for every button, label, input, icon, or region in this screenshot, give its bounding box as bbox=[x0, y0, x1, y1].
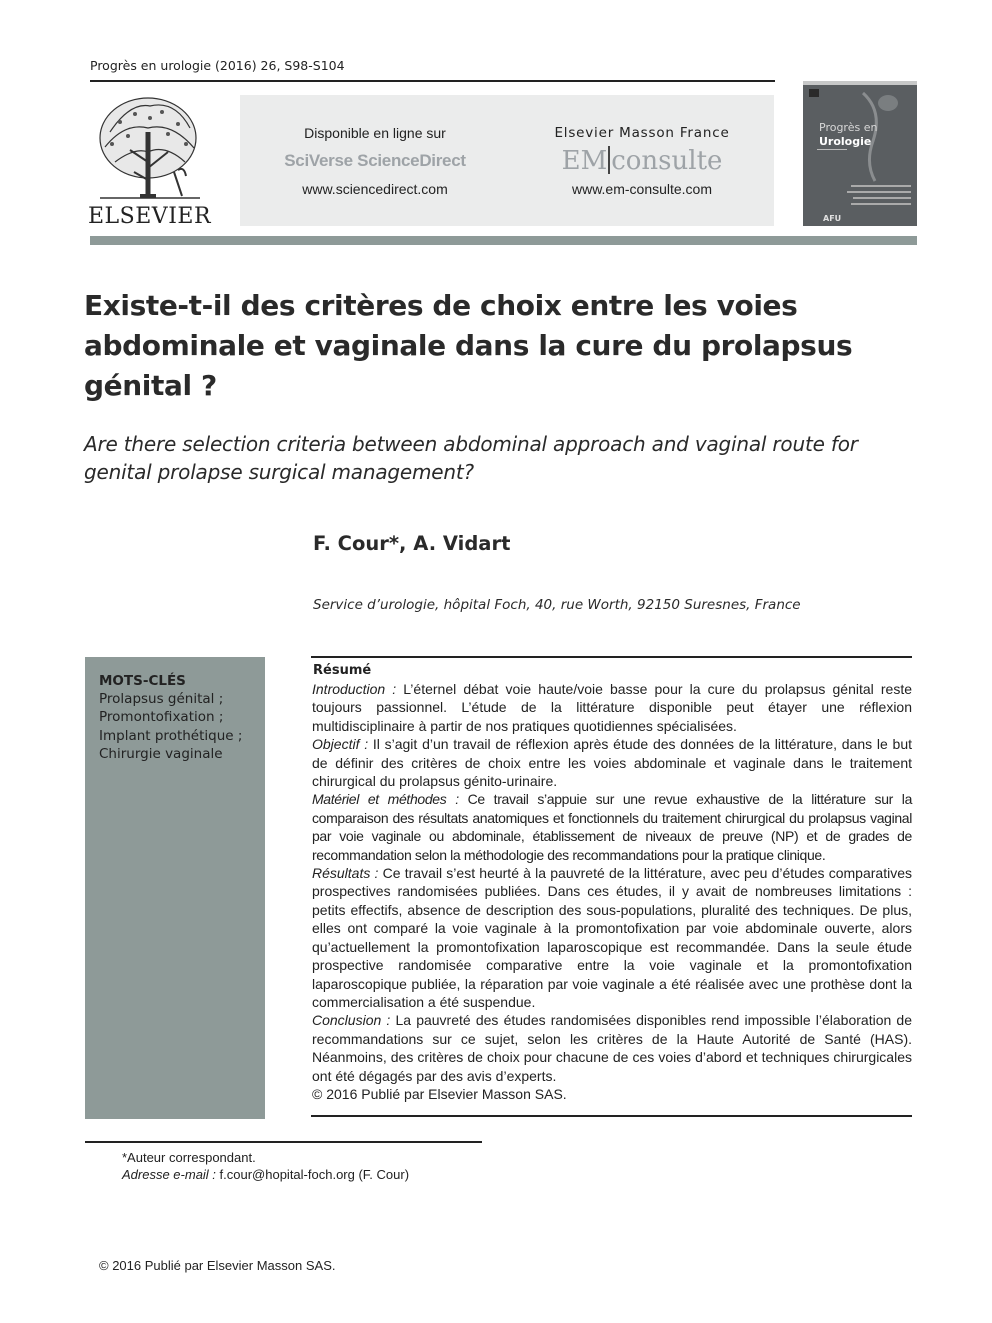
publisher-name: Elsevier Masson France bbox=[554, 125, 730, 141]
abstract-results bbox=[312, 864, 912, 1011]
keywords-title: MOTS-CLÉS bbox=[99, 673, 186, 689]
keyword-item: Implant prothétique ; bbox=[99, 728, 243, 744]
article-title-english: Are there selection criteria between abdominal approach and vaginal route for genital prolapse surgical management? bbox=[84, 432, 858, 484]
emconsulte-block bbox=[510, 95, 774, 226]
cover-title-line2: Urologie bbox=[819, 135, 872, 148]
sciencedirect-url[interactable]: www.sciencedirect.com bbox=[302, 181, 448, 197]
emconsulte-brand-left: EM bbox=[561, 146, 608, 176]
emconsulte-brand bbox=[510, 146, 774, 176]
abstract-introduction bbox=[312, 680, 912, 735]
emconsulte-url[interactable]: www.em-consulte.com bbox=[571, 181, 713, 197]
elsevier-wordmark: ELSEVIER bbox=[88, 204, 212, 229]
journal-reference: Progrès en urologie (2016) 26, S98-S104 bbox=[90, 58, 345, 73]
cover-afu-logo: AFU bbox=[823, 214, 842, 223]
available-online-label: Disponible en ligne sur bbox=[304, 125, 446, 141]
section-label: Matériel et méthodes : bbox=[312, 791, 459, 808]
section-label: Objectif : bbox=[312, 736, 369, 753]
section-text: Ce travail s’appuie sur une revue exhaustive de la littérature sur la comparaison des résultats anatomiques et fonctionnels du traitement chirurgical du prolapsus vaginal par voie vaginale ou abdominale, établissement de niveaux de preuve (NP) et de grades de recommandation selon la méthodologie des recommandations pour la pratique clinique. bbox=[312, 791, 912, 863]
email-label: Adresse e-mail : bbox=[122, 1167, 216, 1182]
abstract-methods bbox=[312, 790, 912, 864]
article-title-french: Existe-t-il des critères de choix entre les voies abdominale et vaginale dans la cure du prolapsus génital ? bbox=[84, 289, 853, 402]
abstract-copyright: © 2016 Publié par Elsevier Masson SAS. bbox=[312, 1085, 567, 1102]
keywords-box bbox=[85, 657, 265, 1119]
section-label: Résultats : bbox=[312, 865, 379, 882]
abstract-top-rule bbox=[311, 656, 912, 658]
abstract-objective bbox=[312, 735, 912, 790]
section-text: Ce travail s’est heurté à la pauvreté de la littérature, avec peu d’études comparatives prospectives randomisées publiées. Dans ces études, il y avait de nombreuses limitations : petits effectifs, absence de description des sous-populations, pluralité des techniques. De plus, elles ont comparé la voie vaginale à la promontofixation par voie abdominale ouverte, alors qu’actuellement la promontofixation laparoscopique est recommandée. Dans la seule étude prospective randomisée comparative entre la voie vaginale et la promontofixation laparoscopique publiée, la réparation par voie vaginale a été réalisée avec une prothèse dont la commercialisation a été suspendue. bbox=[312, 865, 912, 1010]
page-copyright: © 2016 Publié par Elsevier Masson SAS. bbox=[99, 1258, 336, 1273]
header-bottom-bar bbox=[90, 236, 917, 245]
keyword-item: Chirurgie vaginale bbox=[99, 746, 223, 762]
sciencedirect-block bbox=[240, 95, 510, 226]
journal-cover-thumbnail bbox=[803, 81, 917, 226]
section-text: La pauvreté des études randomisées disponibles rend impossible l’élaboration de recommandations sur ce sujet, selon les critères de la Haute Autorité de Santé (HAS). Néanmoins, des critères de choix pour chacune de ces voies d’abord et techniques chirurgicales ont été dégagés par des avis d’experts. bbox=[312, 1012, 912, 1084]
email-footnote bbox=[122, 1167, 409, 1182]
footnote-rule bbox=[85, 1141, 482, 1143]
corresponding-author-note: *Auteur correspondant. bbox=[122, 1150, 256, 1165]
brand-divider bbox=[608, 146, 610, 174]
section-label: Conclusion : bbox=[312, 1012, 391, 1029]
email-value[interactable]: f.cour@hopital-foch.org (F. Cour) bbox=[215, 1167, 410, 1182]
section-label: Introduction : bbox=[312, 681, 397, 697]
section-text: L’éternel débat voie haute/voie basse pour la cure du prolapsus génital reste toujours passionnel. L’étude de la littérature disponible peut étayer une réflexion multidisciplinaire à partir de nos pratiques quotidiennes spécialisées. bbox=[312, 681, 913, 734]
abstract-heading: Résumé bbox=[313, 663, 372, 678]
affiliation: Service d’urologie, hôpital Foch, 40, rue Worth, 92150 Suresnes, France bbox=[313, 597, 801, 613]
abstract-body bbox=[312, 680, 912, 1103]
sciencedirect-brand: SciVerse ScienceDirect bbox=[284, 151, 466, 170]
section-text: Il s’agit d’un travail de réflexion après étude des données de la littérature, dans le but de définir des critères de choix entre les voies abdominale et vaginale dans le traitement chirurgical du prolapsus génito-urinaire. bbox=[312, 736, 912, 790]
keyword-item: Prolapsus génital ; bbox=[99, 691, 224, 707]
emconsulte-brand-right: consulte bbox=[611, 146, 723, 176]
abstract-bottom-rule bbox=[311, 1115, 912, 1117]
abstract-conclusion bbox=[312, 1011, 912, 1085]
header-rule bbox=[90, 80, 775, 82]
authors: F. Cour*, A. Vidart bbox=[313, 532, 511, 555]
cover-title-line1: Progrès en bbox=[819, 121, 878, 134]
keyword-item: Promontofixation ; bbox=[99, 709, 224, 725]
